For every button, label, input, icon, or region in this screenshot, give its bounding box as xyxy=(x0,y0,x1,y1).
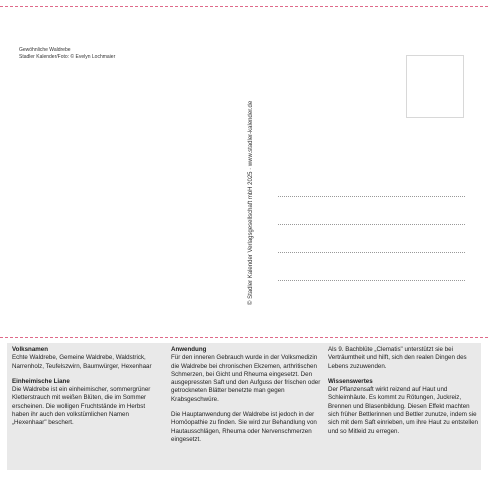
info-panel xyxy=(7,343,481,470)
paragraph-bachbluete: Als 9. Bachblüte „Clematis" unterstützt sie bei Verträumtheit und hilft, sich den realen Dingen des Lebens zuzuwenden. xyxy=(328,346,467,370)
paragraph-homoeopathie: Die Hauptanwendung der Waldrebe ist jedoch in der Homöopathie zu finden. Sie wird zur Behandlung von Hautausschlägen, Rheuma oder Nervenschmerzen eingesetzt. xyxy=(171,411,317,443)
top-cut-line xyxy=(0,6,488,7)
caption-title: Gewöhnliche Waldrebe xyxy=(19,47,71,53)
address-line-1 xyxy=(278,196,465,197)
info-column-1 xyxy=(12,346,162,435)
info-column-3 xyxy=(328,346,478,443)
address-line-2 xyxy=(278,224,465,225)
paragraph-anwendung: Für den inneren Gebrauch wurde in der Volksmedizin die Waldrebe bei chronischen Ekzemen, arthritischen Schmerzen, bei Gicht und Rheuma eingesetzt. Den ausgepressten Saft und den Aufguss der frischen oder getrockneten Blätter benetzte man gegen Krabsgeschwüre. xyxy=(171,354,321,403)
heading-volksnamen: Volksnamen xyxy=(12,346,48,353)
heading-anwendung: Anwendung xyxy=(171,346,207,353)
bottom-cut-line xyxy=(0,337,488,338)
address-line-4 xyxy=(278,280,465,281)
paragraph-volksnamen: Echte Waldrebe, Gemeine Waldrebe, Waldstrick, Narrenholz, Teufelszwirn, Baumwürger, Hexenhaar xyxy=(12,354,152,370)
heading-einheimische-liane: Einheimische Liane xyxy=(12,377,70,385)
paragraph-wissenswertes: Der Pflanzensaft wirkt reizend auf Haut und Schleimhäute. Es kommt zu Rötungen, Juckreiz, Brennen und Blasenbildung. Diesen Effekt machten sich früher Bettlerinnen und Bettler zunutze, indem sie sich mit dem Saft einrieben, um ihre Haut zu entstellen und so Mitleid zu erregen. xyxy=(328,386,478,435)
heading-wissenswertes: Wissenswertes xyxy=(328,377,373,385)
paragraph-einheimische-liane: Die Waldrebe ist ein einheimischer, sommergrüner Kletterstrauch mit weißen Blüten, die im Sommer erscheinen. Die wolligen Fruchtstände im Herbst haben ihr auch den volkstümlichen Namen „Hexenhaar" beschert. xyxy=(12,386,151,427)
photo-caption xyxy=(19,47,115,61)
address-line-3 xyxy=(278,252,465,253)
info-column-2 xyxy=(171,346,321,451)
publisher-vertical-text: © Stadler Kalender Verlagsgesellschaft mbH 2025 · www.stadler-kalender.de xyxy=(248,100,254,305)
stamp-box xyxy=(406,55,464,118)
caption-credit: Stadler Kalender/Foto: © Evelyn Lochmaier xyxy=(19,54,116,60)
